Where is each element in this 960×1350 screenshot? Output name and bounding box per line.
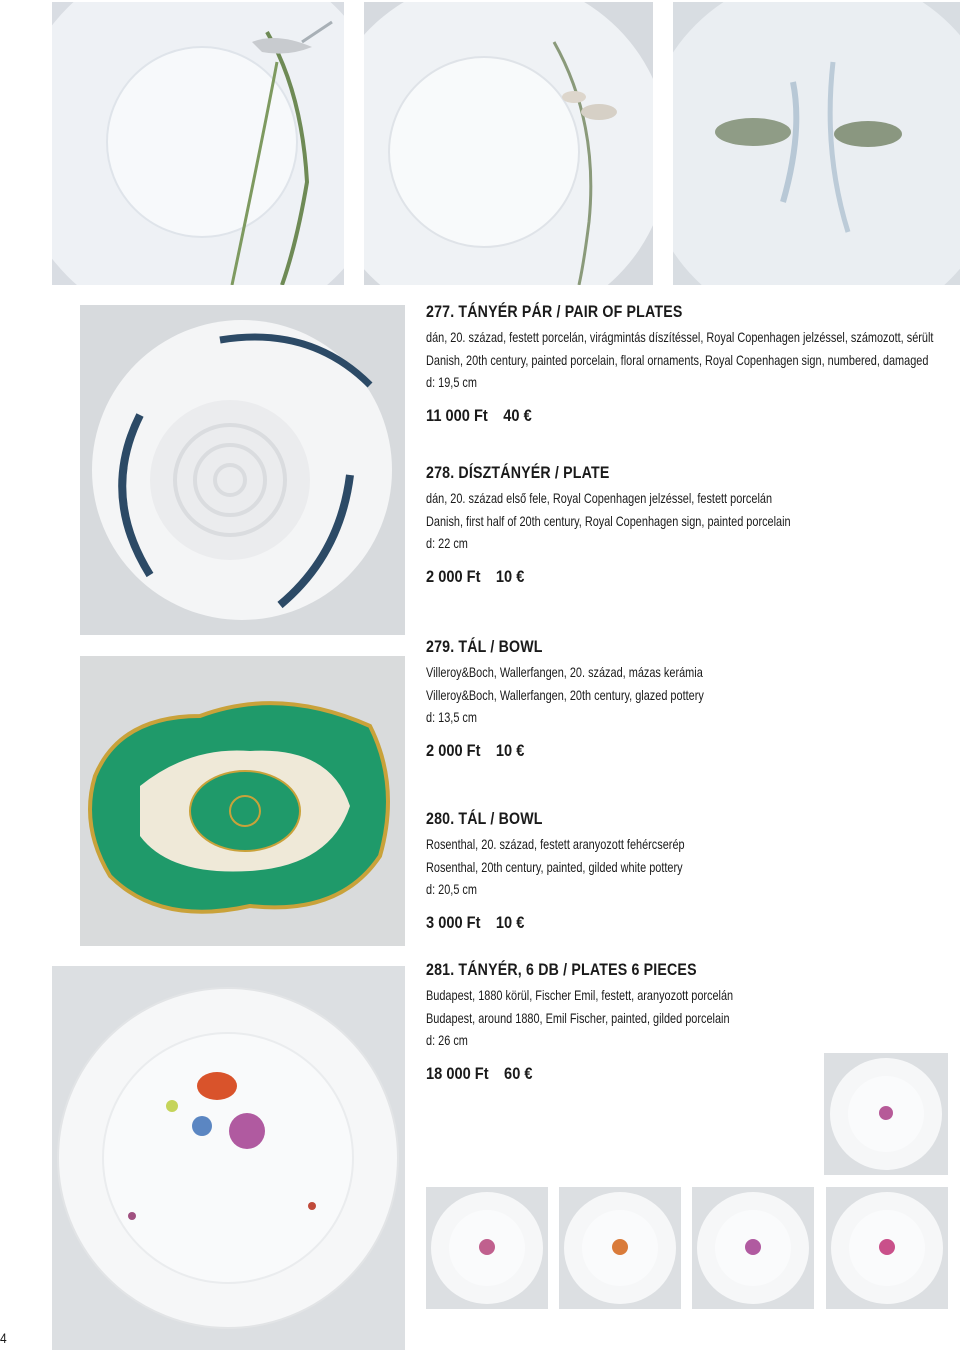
lot-description-hu: Budapest, 1880 körül, Fischer Emil, festett, aranyozott porcelán xyxy=(426,987,734,1003)
lot-description-hu: dán, 20. század, festett porcelán, virágmintás díszítéssel, Royal Copenhagen jelzéssel, számozott, sérült xyxy=(426,329,934,345)
lot-280 xyxy=(426,810,956,933)
lot-title: 279. TÁL / BOWL xyxy=(426,638,543,656)
lot-price xyxy=(426,741,882,761)
photo-plate-small-5 xyxy=(826,1187,948,1309)
lot-size: d: 13,5 cm xyxy=(426,709,477,725)
lot-description-en: Danish, 20th century, painted porcelain, floral ornaments, Royal Copenhagen sign, numbered, damaged xyxy=(426,351,929,368)
lot-277 xyxy=(426,303,956,426)
price-eur: 10 € xyxy=(495,740,525,760)
lot-price xyxy=(426,406,882,426)
lot-title: 281. TÁNYÉR, 6 DB / PLATES 6 PIECES xyxy=(426,961,697,979)
lot-title: 277. TÁNYÉR PÁR / PAIR OF PLATES xyxy=(426,303,683,321)
photo-bowl-green xyxy=(80,656,405,946)
photo-plate-fish xyxy=(673,2,960,285)
price-eur: 40 € xyxy=(503,405,532,425)
price-huf: 2 000 Ft xyxy=(426,566,481,586)
lot-description-hu: Rosenthal, 20. század, festett aranyozott fehércserép xyxy=(426,836,685,852)
lot-279 xyxy=(426,638,956,761)
lot-description-en: Rosenthal, 20th century, painted, gilded white pottery xyxy=(426,858,683,875)
lot-description-en: Villeroy&Boch, Wallerfangen, 20th century, glazed pottery xyxy=(426,686,704,703)
price-eur: 10 € xyxy=(495,912,525,932)
lot-price xyxy=(426,913,882,933)
lot-description-hu: Villeroy&Boch, Wallerfangen, 20. század, mázas kerámia xyxy=(426,664,703,680)
price-huf: 3 000 Ft xyxy=(426,912,481,932)
lot-description-en: Danish, first half of 20th century, Royal Copenhagen sign, painted porcelain xyxy=(426,512,791,529)
page-number: 4 xyxy=(0,1330,7,1346)
price-huf: 11 000 Ft xyxy=(426,405,488,425)
photo-plate-small-3 xyxy=(559,1187,681,1309)
photo-plate-floral-large xyxy=(52,966,405,1350)
lot-size: d: 22 cm xyxy=(426,535,468,551)
lot-description-en: Budapest, around 1880, Emil Fischer, painted, gilded porcelain xyxy=(426,1009,730,1026)
lot-title: 280. TÁL / BOWL xyxy=(426,810,543,828)
lot-price xyxy=(426,567,882,587)
photo-plate-freesia xyxy=(364,2,653,285)
price-eur: 10 € xyxy=(495,566,525,586)
lot-size: d: 19,5 cm xyxy=(426,374,477,390)
photo-plate-small-4 xyxy=(692,1187,814,1309)
photo-plate-lily xyxy=(52,2,344,285)
lot-size: d: 20,5 cm xyxy=(426,881,477,897)
lot-description-hu: dán, 20. század első fele, Royal Copenhagen jelzéssel, festett porcelán xyxy=(426,490,773,506)
price-huf: 2 000 Ft xyxy=(426,740,481,760)
photo-plate-blue-fish xyxy=(80,305,405,635)
price-eur: 60 € xyxy=(504,1063,533,1083)
price-huf: 18 000 Ft xyxy=(426,1063,489,1083)
lot-title: 278. DÍSZTÁNYÉR / PLATE xyxy=(426,464,610,482)
photo-plate-small-2 xyxy=(426,1187,548,1309)
lot-size: d: 26 cm xyxy=(426,1032,468,1048)
lot-price xyxy=(426,1064,882,1084)
lot-281 xyxy=(426,961,956,1084)
lot-278 xyxy=(426,464,956,587)
